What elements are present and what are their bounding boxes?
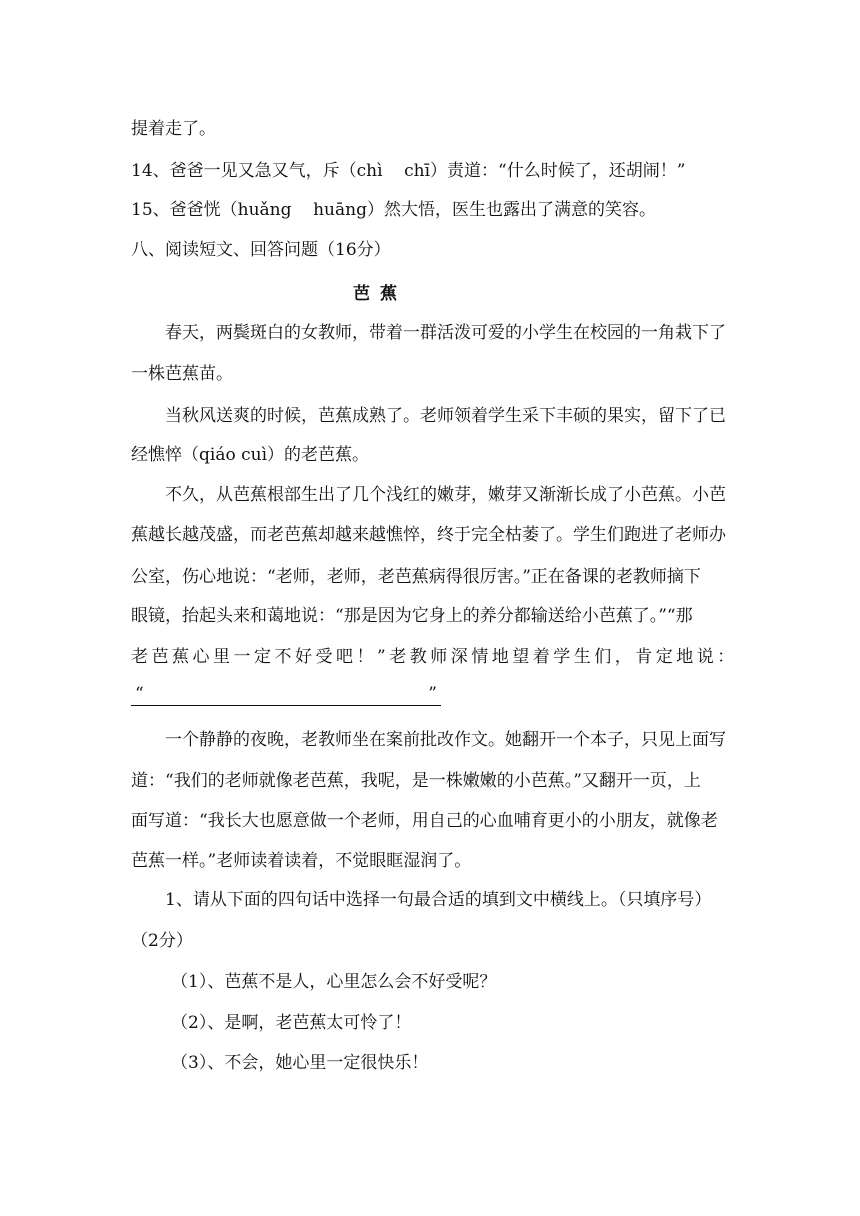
paragraph-3-line-2: 蕉越长越茂盛，而老芭蕉却越来越憔悴，终于完全枯萎了。学生们跑进了老师办	[131, 525, 726, 545]
option-3: （3）、不会，她心里一定很快乐！	[171, 1053, 429, 1073]
paragraph-2-line-1: 当秋风送爽的时候，芭蕉成熟了。老师领着学生采下丰硕的果实，留下了已	[165, 406, 726, 426]
paragraph-3-line-5	[131, 646, 738, 668]
paragraph-1-line-2: 一株芭蕉苗。	[131, 364, 233, 384]
paragraph-4-line-1: 一个静静的夜晚，老教师坐在案前批改作文。她翻开一个本子，只见上面写	[165, 730, 726, 750]
paragraph-2-line-2: 经憔悴（qiáo cuì）的老芭蕉。	[131, 445, 369, 465]
text-line: 提着走了。	[131, 119, 216, 139]
question-14: 14、爸爸一见又急又气，斥（chì chī）责道：“什么时候了，还胡闹！”	[131, 161, 686, 181]
paragraph-3-line-1: 不久，从芭蕉根部生出了几个浅红的嫩芽，嫩芽又渐渐长成了小芭蕉。小芭	[165, 485, 726, 505]
passage-title: 芭蕉	[353, 284, 407, 304]
section-heading: 八、阅读短文、回答问题（16分）	[131, 240, 391, 260]
blank-close-quote: ”	[428, 684, 437, 704]
paragraph-1-line-1: 春天，两鬓斑白的女教师，带着一群活泼可爱的小学生在校园的一角栽下了	[165, 323, 726, 343]
paragraph-4-line-4: 芭蕉一样。”老师读着读着，不觉眼眶湿润了。	[131, 851, 472, 871]
option-1: （1）、芭蕉不是人，心里怎么会不好受呢？	[171, 972, 497, 992]
paragraph-3-line-4: 眼镜，抬起头来和蔼地说：“那是因为它身上的养分都输送给小芭蕉了。”“那	[131, 606, 693, 626]
question-1-score: （2分）	[131, 931, 193, 951]
paragraph-3-line-3: 公室，伤心地说：“老师，老师，老芭蕉病得很厉害。”正在备课的老教师摘下	[131, 567, 701, 587]
paragraph-3-line-5-text: 老芭蕉心里一定不好受吧！”老教师深情地望着学生们，肯定地说：	[131, 647, 738, 667]
question-15: 15、爸爸恍（huǎng huāng）然大悟，医生也露出了满意的笑容。	[131, 200, 656, 220]
paragraph-4-line-2: 道：“我们的老师就像老芭蕉，我呢，是一株嫩嫩的小芭蕉。”又翻开一页，上	[131, 771, 701, 791]
answer-blank[interactable]	[131, 683, 441, 706]
paragraph-4-line-3: 面写道：“我长大也愿意做一个老师，用自己的心血哺育更小的小朋友，就像老	[131, 811, 718, 831]
blank-open-quote: “	[135, 684, 144, 704]
option-2: （2）、是啊，老芭蕉太可怜了！	[171, 1013, 412, 1033]
question-1: 1、请从下面的四句话中选择一句最合适的填到文中横线上。（只填序号）	[165, 890, 712, 910]
